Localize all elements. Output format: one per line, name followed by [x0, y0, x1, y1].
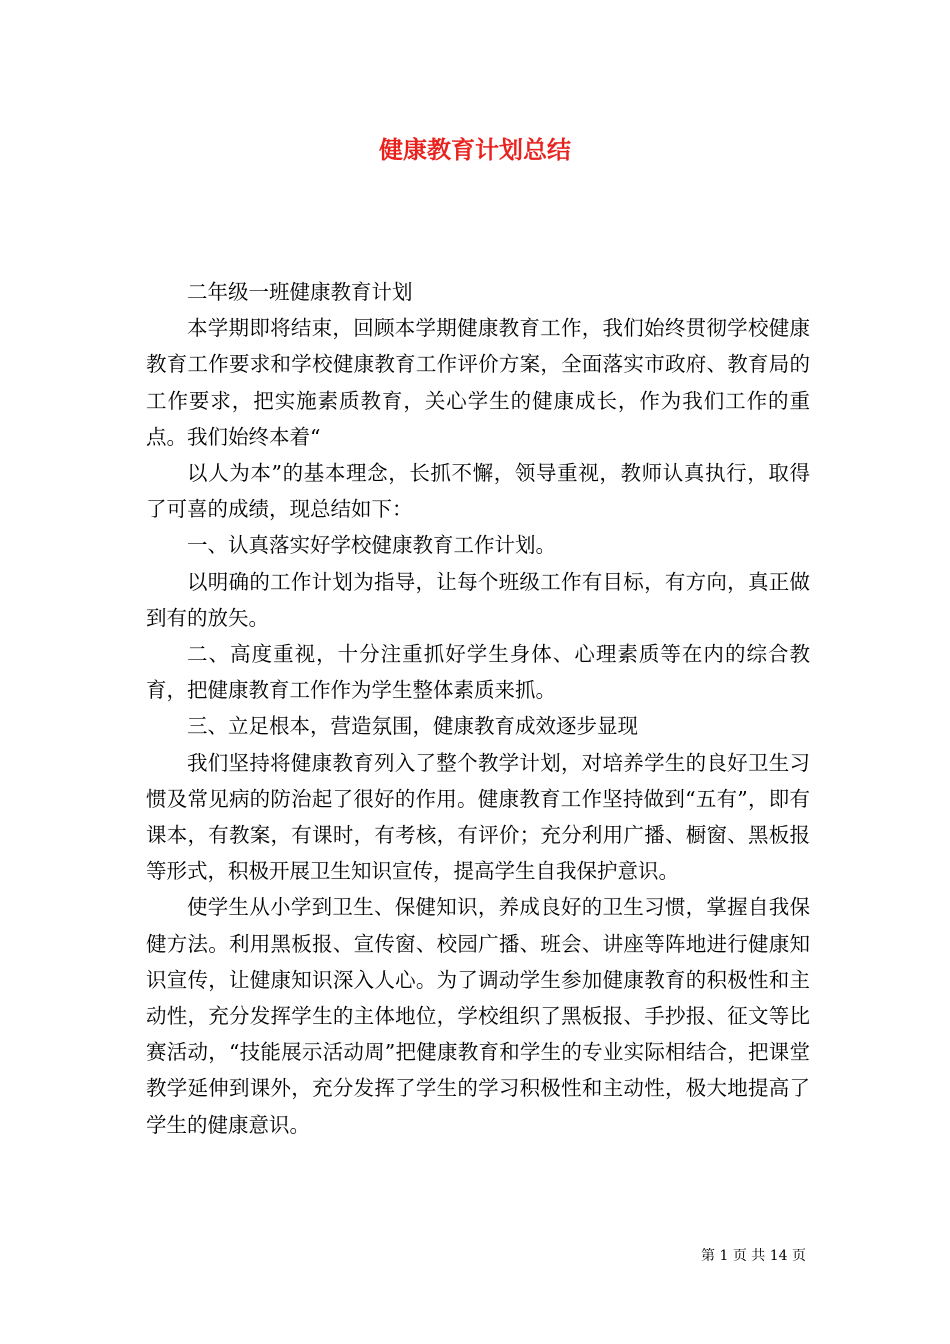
document-title: 健康教育计划总结 — [379, 136, 571, 164]
paragraph-section-2: 二、高度重视，十分注重抓好学生身体、心理素质等在内的综合教育，把健康教育工作作为学生整体素质来抓。 — [146, 642, 810, 703]
paragraph-section-1-heading: 一、认真落实好学校健康教育工作计划。 — [187, 533, 556, 558]
paragraph-intro-continued: 以人为本”的基本理念，长抓不懈，领导重视，教师认真执行，取得了可喜的成绩，现总结如下： — [146, 461, 810, 522]
paragraph-section-3-activities: 使学生从小学到卫生、保健知识，养成良好的卫生习惯，掌握自我保健方法。利用黑板报、宣传窗、校园广播、班会、讲座等阵地进行健康知识宣传，让健康知识深入人心。为了调动学生参加健康教育的积极性和主动性，充分发挥学生的主体地位，学校组织了黑板报、手抄报、征文等比赛活动，“技能展示活动周”把健康教育和学生的专业实际相结合，把课堂教学延伸到课外，充分发挥了学生的学习积极性和主动性，极大地提高了学生的健康意识。 — [146, 895, 810, 1137]
paragraph-section-3-heading: 三、立足根本，营造氛围，健康教育成效逐步显现 — [187, 714, 638, 739]
paragraph-section-3-body: 我们坚持将健康教育列入了整个教学计划，对培养学生的良好卫生习惯及常见病的防治起了很好的作用。健康教育工作坚持做到“五有”，即有课本，有教案，有课时，有考核，有评价；充分利用广播、橱窗、黑板报等形式，积极开展卫生知识宣传，提高学生自我保护意识。 — [146, 750, 810, 884]
paragraph-heading: 二年级一班健康教育计划 — [187, 280, 413, 304]
paragraph-section-1-body: 以明确的工作计划为指导，让每个班级工作有目标，有方向，真正做到有的放矢。 — [146, 569, 810, 630]
document-body — [146, 274, 810, 1143]
page-number-footer: 第 1 页 共 14 页 — [701, 1248, 806, 1264]
paragraph-intro: 本学期即将结束，回顾本学期健康教育工作，我们始终贯彻学校健康教育工作要求和学校健康教育工作评价方案，全面落实市政府、教育局的工作要求，把实施素质教育，关心学生的健康成长，作为我们工作的重点。我们始终本着“ — [146, 316, 810, 449]
